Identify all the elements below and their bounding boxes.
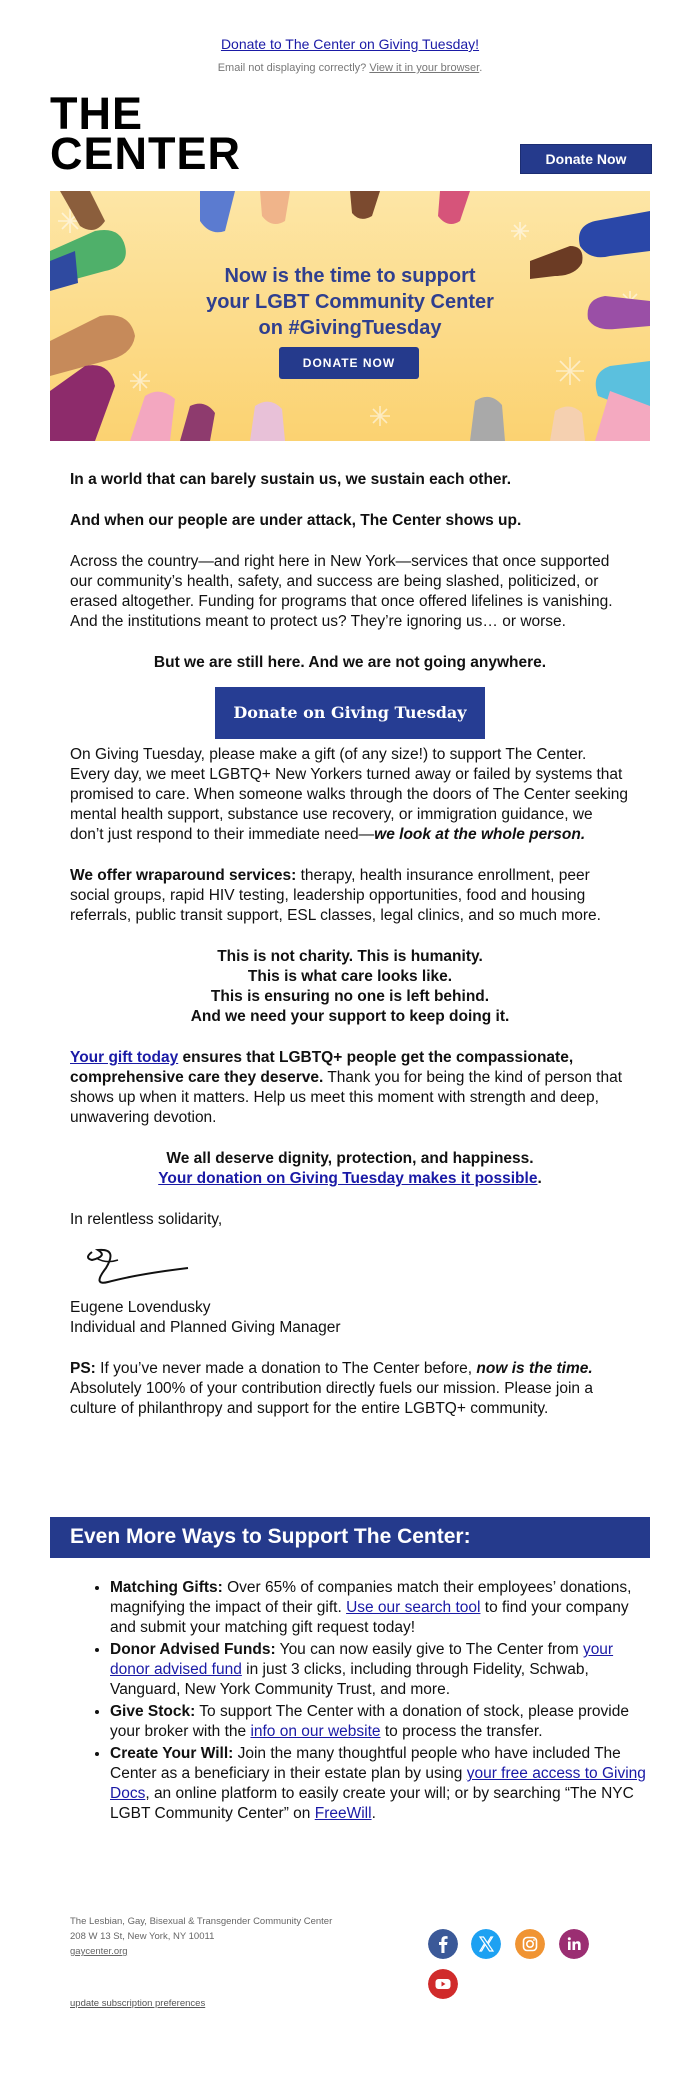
list-item (110, 1702, 650, 1742)
still-here-line: But we are still here. And we are not going anywhere. (153, 654, 547, 671)
donate-now-button[interactable]: Donate Now (520, 144, 652, 174)
dignity-line: We all deserve dignity, protection, and happiness. (166, 1150, 534, 1167)
hero-donate-now-button[interactable]: DONATE NOW (279, 347, 419, 379)
services-paragraph (70, 866, 630, 926)
intro-line-2: And when our people are under attack, The Center shows up. (70, 512, 522, 529)
your-gift-today-link[interactable]: Your gift today (70, 1049, 179, 1066)
gift-paragraph (70, 1048, 630, 1128)
statement-line-3: This is ensuring no one is left behind. (210, 988, 490, 1005)
footer-site-link[interactable]: gaycenter.org (70, 1946, 128, 1957)
more-ways-list (90, 1578, 650, 1826)
ps-text-a: If you’ve never made a donation to The Center before, (95, 1360, 477, 1377)
list-item (110, 1578, 650, 1638)
dignity-period: . (537, 1170, 542, 1187)
logo-line-2: CENTER (50, 128, 242, 179)
signer-role: Individual and Planned Giving Manager (70, 1319, 341, 1336)
matching-gifts-label: Matching Gifts: (110, 1579, 223, 1596)
giving-tuesday-text: On Giving Tuesday, please make a gift (of any size!) to support The Center. Every day, we meet LGBTQ+ New Yorkers turned away or failed by systems that promised to care. When someone walks through the doors of The Center seeking mental health support, substance use recovery, or immigration guidance, we don’t just respond to their immediate need— (70, 746, 629, 843)
donate-giving-tuesday-button[interactable]: Donate on Giving Tuesday (215, 687, 485, 739)
linkedin-icon[interactable] (559, 1929, 589, 1959)
gift-rest-text: Thank you for being the kind of person that shows up when it matters. Help us meet this moment with strength and deep, unwavering devotion. (70, 1069, 623, 1126)
intro-line-1: In a world that can barely sustain us, we sustain each other. (70, 471, 512, 488)
statement-line-2: This is what care looks like. (247, 968, 453, 985)
ps-label: PS: (70, 1360, 96, 1377)
daf-text: You can now easily give to The Center from (275, 1641, 583, 1658)
the-center-logo[interactable] (50, 88, 250, 179)
signature-block (70, 1298, 630, 1338)
x-twitter-icon[interactable] (471, 1929, 501, 1959)
giving-docs-link[interactable]: your free access to Giving Docs (110, 1765, 646, 1802)
donation-possible-link[interactable]: Your donation on Giving Tuesday makes it possible (158, 1170, 538, 1187)
daf-text-end: in just 3 clicks, including through Fidelity, Schwab, Vanguard, New York Community Trust, and more. (110, 1661, 589, 1698)
footer-address (70, 1914, 332, 1959)
browser-view-text: Email not displaying correctly? (217, 62, 370, 74)
attack-paragraph: Across the country—and right here in New York—services that once supported our community’s health, safety, and success are being slashed, politicized, or erased altogether. Funding for programs that once offered lifelines is vanishing. And the institutions meant to protect us? They’re ignoring us… or worse. (70, 553, 613, 630)
letter-body (70, 470, 630, 1440)
logo-line-1: THE (50, 88, 143, 139)
search-tool-link[interactable]: Use our search tool (346, 1599, 481, 1616)
preheader (0, 36, 700, 52)
hero-headline (180, 263, 520, 341)
matching-gifts-text-end: to find your company and submit your matching gift request today! (110, 1599, 629, 1636)
donor-advised-fund-link[interactable]: your donor advised fund (110, 1641, 614, 1678)
create-will-label: Create Your Will: (110, 1745, 234, 1762)
matching-gifts-text: Over 65% of companies match their employees’ donations, magnifying the impact of their gift. (110, 1579, 632, 1616)
gift-bold-text: ensures that LGBTQ+ people get the compassionate, comprehensive care they deserve. (70, 1049, 574, 1086)
list-item (110, 1640, 650, 1700)
humanity-statement (70, 947, 630, 1027)
view-in-browser-link[interactable]: View it in your browser (369, 62, 480, 74)
ps-text-c: Absolutely 100% of your contribution directly fuels our mission. Please join a culture of philanthropy and support for the entire LGBTQ+ community. (70, 1380, 593, 1417)
facebook-icon[interactable] (428, 1929, 458, 1959)
services-label: We offer wraparound services: (70, 867, 297, 884)
statement-line-4: And we need your support to keep doing it. (190, 1008, 510, 1025)
footer-preferences (70, 1998, 205, 2009)
more-ways-title: Even More Ways to Support The Center: (70, 1525, 471, 1548)
give-stock-label: Give Stock: (110, 1703, 196, 1720)
daf-label: Donor Advised Funds: (110, 1641, 276, 1658)
preheader-donate-link[interactable]: Donate to The Center on Giving Tuesday! (220, 36, 480, 52)
dignity-statement (70, 1149, 630, 1189)
footer-street: 208 W 13 St, New York, NY 10011 (70, 1931, 215, 1942)
hero-banner[interactable] (50, 191, 650, 441)
hero-line-3: on #GivingTuesday (258, 317, 442, 339)
give-stock-text-end: to process the transfer. (380, 1723, 543, 1740)
stock-info-link[interactable]: info on our website (250, 1723, 381, 1740)
instagram-icon[interactable] (515, 1929, 545, 1959)
list-item (110, 1744, 650, 1824)
whole-person-emphasis: we look at the whole person. (374, 826, 586, 843)
footer-org-name: The Lesbian, Gay, Bisexual & Transgender Community Center (70, 1916, 333, 1927)
giving-tuesday-paragraph (70, 745, 630, 845)
services-text: therapy, health insurance enrollment, peer social groups, rapid HIV testing, leadership opportunities, food and housing referrals, public transit support, ESL classes, legal clinics, and so much more. (70, 867, 601, 924)
ps-emphasis: now is the time. (476, 1360, 593, 1377)
statement-line-1: This is not charity. This is humanity. (217, 948, 483, 965)
update-preferences-link[interactable]: update subscription preferences (70, 1998, 206, 2009)
hero-line-1: Now is the time to support (224, 265, 476, 287)
more-ways-header (50, 1517, 650, 1558)
create-will-text: Join the many thoughtful people who have included The Center as a beneficiary in their estate plan by using (110, 1745, 621, 1782)
browser-view-period: . (479, 62, 483, 74)
browser-view-line (0, 62, 700, 74)
closing-line: In relentless solidarity, (70, 1211, 223, 1228)
give-stock-text: To support The Center with a donation of stock, please provide your broker with the (110, 1703, 629, 1740)
signer-name: Eugene Lovendusky (70, 1299, 211, 1316)
ps-paragraph (70, 1359, 630, 1419)
youtube-icon[interactable] (428, 1969, 458, 1999)
create-will-text-mid: , an online platform to easily create your will; or by searching “The NYC LGBT Community Center” on (110, 1785, 634, 1822)
signature-image (78, 1238, 198, 1294)
hero-line-2: your LGBT Community Center (206, 291, 494, 313)
freewill-link[interactable]: FreeWill (314, 1805, 372, 1822)
create-will-text-end: . (371, 1805, 376, 1822)
